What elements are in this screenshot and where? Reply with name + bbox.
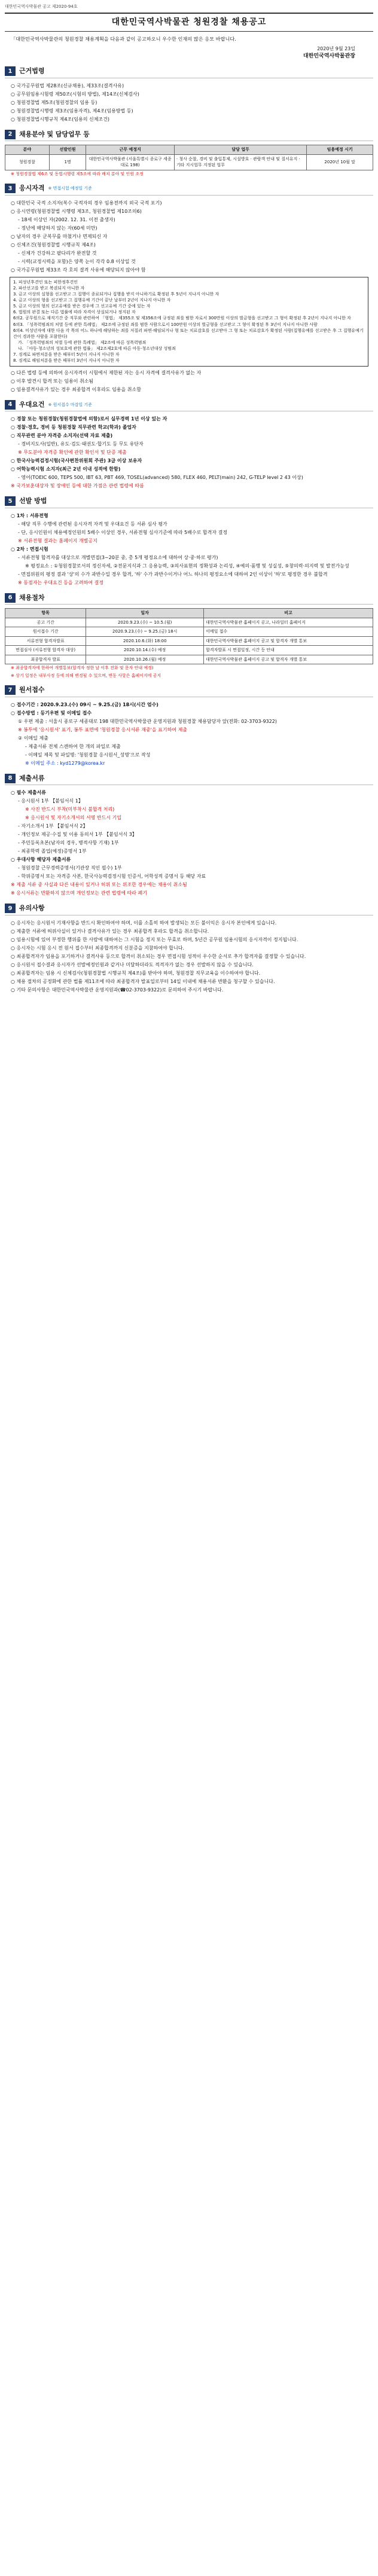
list-item: - 영어(TOEIC 600, TEPS 500, IBT 63, PBT 469, TOSEL(advanced) 580, FLEX 460, PELT(main) 242, G-TELP level 2 43 이상) bbox=[18, 475, 303, 481]
recruitment-field-table bbox=[5, 145, 373, 170]
table-row bbox=[5, 655, 373, 664]
box-item: 6의3. 「성폭력범죄의 처벌 등에 관한 특례법」 제2조에 규정된 죄를 범한 사람으로서 100만원 이상의 벌금형을 선고받고 그 형이 확정된 후 3년이 지나지 아니한 사람 bbox=[13, 322, 318, 327]
list-item: - 정년에 해당하지 않는 자(60세 미만) bbox=[18, 225, 97, 231]
box-item: 나. 「아동·청소년의 성보호에 관한 법률」 제2조제2호에 따른 아동·청소년대상 성범죄 bbox=[18, 346, 176, 352]
table-cell: · 청사 순찰, 경비 및 출입통제, 시설방호 · 관람객 안내 및 질서유지 · 기타 지시업무 지정된 업무 bbox=[174, 154, 306, 170]
table-header-cell: 선발인원 bbox=[49, 145, 86, 155]
table-header-cell: 비고 bbox=[204, 609, 373, 618]
table-header-row bbox=[5, 609, 373, 618]
list-item: ○ 1차 : 서류전형 bbox=[11, 512, 48, 518]
list-item: - 응시원서 1부 【붙임서식 1】 bbox=[18, 798, 83, 804]
box-item: 4. 금고 이상의 형을 선고받고 그 집행유예 기간이 끝난 날부터 2년이 지나지 아니한 자 bbox=[13, 298, 171, 303]
list-item: ○ 임용시험에 있어 부정한 행위를 한 사람에 대하여는 그 시험을 정지 또는 무효로 하며, 5년간 공무원 임용시험의 응시자격이 정지됩니다. bbox=[11, 936, 298, 942]
list-item: - 단, 응시인원이 채용예정인원의 5배수 이상인 경우, 서류전형 심사기준에 따라 5배수로 합격자 결정 bbox=[18, 529, 228, 535]
section-title: 원서접수 bbox=[19, 686, 45, 694]
section-title: 선발 방법 bbox=[19, 497, 47, 505]
list-item: ○ 접수방법 : 등기우편 및 이메일 접수 bbox=[11, 710, 92, 716]
list-item: ① 우편 제출 : 서울시 종로구 세종대로 198 대한민국역사박물관 운영지원과 청원경찰 채용담당자 앞(전화: 02-3703-9322) bbox=[18, 718, 277, 724]
list-item: ※ 제출 서류 중 사실과 다른 내용이 있거나 허위 또는 위조한 경우에는 채용이 취소됨 bbox=[11, 882, 187, 888]
doc-number: 대한민국역사박물관 공고 제2020-94호 bbox=[5, 4, 78, 9]
list-item: ○ 한국사능력검정시험(국사편찬위원회 주관) 3급 이상 보유자 bbox=[11, 458, 142, 464]
list-item: ② 이메일 제출 bbox=[18, 735, 48, 741]
qualification-after-list bbox=[5, 369, 373, 394]
table-cell: 원서접수 기간 bbox=[5, 627, 86, 637]
table-cell: 2020.10.26.(월) 예정 bbox=[86, 655, 204, 664]
list-item: ○ 직무관련 분야 자격증 소지자(선택 자료 제출) bbox=[11, 433, 113, 439]
table-header-cell: 항목 bbox=[5, 609, 86, 618]
box-item: 6의4. 미성년자에 대한 다음 각 목의 어느 하나에 해당하는 죄를 저질러 파면·해임되거나 형 또는 치료감호를 선고받아 그 형 또는 치료감호가 확정된 사람(집행유예를 선고받은 후 그 집행유예기간이 경과한 사람을 포함한다) bbox=[13, 328, 364, 339]
table-cell: 2020.9.23.(수) ~ 10.5.(월) bbox=[86, 618, 204, 627]
section-number: 9 bbox=[5, 904, 16, 913]
section-number: 8 bbox=[5, 774, 16, 783]
table-row bbox=[5, 618, 373, 627]
list-item: ○ 경찰 또는 청원경찰(청원경찰법에 의함)로서 실무경력 1년 이상 있는 자 bbox=[11, 416, 167, 422]
section-title: 우대요건 bbox=[19, 400, 45, 408]
table-row bbox=[5, 154, 373, 170]
table-cell: 공고 기간 bbox=[5, 618, 86, 627]
list-item: ○ 국가공무원법 제28조(신규채용), 제33조(결격사유) bbox=[11, 83, 124, 88]
list-item: ○ 다른 법령 등에 의하여 응시자격이 시험에서 제한된 자는 응시 자격에 결격사유가 없는 자 bbox=[11, 370, 202, 376]
table-cell: 대한민국역사박물관 홈페이지 공고 및 합격자 개별 통보 bbox=[204, 655, 373, 664]
list-item: ○ 대한민국 국적 소지자(복수 국적자의 경우 임용전까지 외국 국적 포기) bbox=[11, 200, 162, 206]
page-title: 대한민국역사박물관 청원경찰 채용공고 bbox=[111, 17, 267, 27]
list-item: ○ 응시원서 접수결과 응시자가 선발예정인원과 같거나 미달하더라도 적격자가 없는 경우 선발하지 않을 수 있습니다. bbox=[11, 962, 254, 967]
box-item: 1. 피성년후견인 또는 피한정후견인 bbox=[13, 279, 78, 285]
list-item: ○ 남자의 경우 군복무를 마쳤거나 면제되신 자 bbox=[11, 233, 108, 239]
list-item: ○ 우대사항 해당자 제출서류 bbox=[11, 857, 71, 863]
section-title: 유의사항 bbox=[19, 904, 45, 912]
section-number: 4 bbox=[5, 400, 16, 410]
documents-list bbox=[5, 789, 373, 898]
table-note: ※ 상기 일정은 내부사정 등에 의해 변경될 수 있으며, 변동 사항은 홈페이지에 공지 bbox=[11, 673, 161, 678]
title-bar bbox=[5, 13, 373, 32]
list-item: - 경비지도사(일반), 유도·검도·태권도·합기도 등 무도 유단자 bbox=[18, 441, 144, 447]
section-legal-basis-header bbox=[5, 66, 373, 78]
list-item: - 서류전형 합격자를 대상으로 개별면접(3~20분 중, 총 5개 평정요소에 대하여 상·중·하로 평가) bbox=[18, 554, 218, 560]
list-item: ○ 응시자는 시험 응시 전 원서 접수부터 최종합격까지 신분증을 지참하여야 합니다. bbox=[11, 945, 184, 951]
list-item[interactable]: ※ 이메일 주소 : kyd1279@korea.kr bbox=[25, 760, 105, 766]
table-cell: 1명 bbox=[49, 154, 86, 170]
section-qualification-header bbox=[5, 184, 373, 196]
section-number: 1 bbox=[5, 66, 16, 76]
list-item: ※ 사진 반드시 부착(미부착시 불합격 처리) bbox=[25, 807, 115, 813]
list-item: ○ 공무원임용시험령 제50조(시험의 방법), 제14조(신체검사) bbox=[11, 91, 139, 97]
list-item: - 학위증명서 또는 자격증 사본, 한국사능력검정시험 인증서, 어학성적 증명서 등 해당 자료 bbox=[18, 874, 206, 880]
list-item: ○ 접수기간 : 2020.9.23.(수) 09시 ~ 9.25.(금) 18시(시간 엄수) bbox=[11, 701, 158, 707]
section-note: ※ 원서접수 마감일 기준 bbox=[48, 402, 92, 407]
list-item: ○ 필수 제출서류 bbox=[11, 790, 46, 796]
list-item: - 이메일 제목 및 파일명: '청원경찰 응시원서_성명'으로 작성 bbox=[25, 752, 151, 758]
table-header-cell: 근무 예정지 bbox=[86, 145, 175, 155]
box-item: 6의2. 공무원으로 재직기간 중 직무와 관련하여 「형법」 제355조 및 제356조에 규정된 죄를 범한 자로서 300만원 이상의 벌금형을 선고받고 그 형이 확정된 후 2년이 지나지 아니한 자 bbox=[13, 316, 351, 321]
table-header-cell: 담당 업무 bbox=[174, 145, 306, 155]
section-number: 7 bbox=[5, 685, 16, 695]
table-cell: 청원경찰 bbox=[5, 154, 50, 170]
section-title: 제출서류 bbox=[19, 774, 45, 782]
box-item: 5. 금고 이상의 형의 선고유예를 받은 경우에 그 선고유예 기간 중에 있는 자 bbox=[13, 304, 151, 309]
table-note: ※ 최종합격자에 한하여 개별통보(합격자 정한 날 이후 전화 및 문자 안내 예정) bbox=[11, 666, 154, 671]
table-note: ※ 청원경찰법 제6조 및 동법시행령 제5조에 따라 배치 분야 및 인원 조정 bbox=[11, 171, 144, 176]
table-cell: 2020.10.6.(화) 18:00 bbox=[86, 636, 204, 646]
section-application-header bbox=[5, 685, 373, 697]
list-item: ○ 어학능력시험 소지자(최근 2년 이내 성적에 한함) bbox=[11, 466, 121, 472]
table-header-cell: 일자 bbox=[86, 609, 204, 618]
list-item: ○ 기타 문의사항은 대한민국역사박물관 운영지원과(☎02-3703-9322)로 문의하여 주시기 바랍니다. bbox=[11, 987, 224, 993]
section-title: 근거법령 bbox=[19, 67, 45, 75]
section-number: 5 bbox=[5, 496, 16, 506]
list-item: - 개인정보 제공·수집 및 이용 동의서 1부 【붙임서식 3】 bbox=[18, 832, 137, 838]
list-item: ○ 임용결격사유가 있는 경우 최종합격 이후라도 임용을 취소함 bbox=[11, 386, 141, 392]
list-item: - 18세 이상인 자(2002. 12. 31. 이전 출생자) bbox=[18, 216, 115, 222]
table-cell: 대한민국역사박물관 (서울특별시 종로구 세종대로 198) bbox=[86, 154, 175, 170]
list-item: ○ 응시연령(청원경찰법 시행령 제3조, 청원경찰법 제10조의6) bbox=[11, 208, 142, 214]
list-item: ○ 경찰·경호, 경비 등 청원경찰 직무관련 학교(학과) 졸업자 bbox=[11, 425, 136, 431]
section-documents-header bbox=[5, 774, 373, 786]
list-item: - 청원경찰 근무경력증명서(기관장 직인 필수) 1부 bbox=[18, 865, 122, 871]
list-item: - 해당 직무 수행에 관련된 응시자격 자격 및 우대요건 등 서류 심사 평가 bbox=[18, 521, 167, 527]
page bbox=[0, 0, 378, 998]
list-item: ○ 제출한 서류에 허위사실이 있거나 결격사유가 있는 경우 최종합격 후라도 합격을 취소합니다. bbox=[11, 928, 209, 934]
list-item: ※ 응시원서 및 자기소개서의 서명 반드시 기입 bbox=[25, 815, 122, 821]
box-item: 가. 「성폭력범죄의 처벌 등에 관한 특례법」 제2조에 따른 성폭력범죄 bbox=[18, 340, 147, 346]
list-item: ○ 채용 절차의 공정화에 관한 법률 제11조에 따라 최종합격자 발표일로부터 14일 이내에 채용서류 반환을 청구할 수 있습니다. bbox=[11, 978, 275, 984]
table-cell: 2020.9.23.(수) ~ 9.25.(금) 18시 bbox=[86, 627, 204, 637]
table-cell: 면접심사 (서류전형 합격자 대상) bbox=[5, 646, 86, 655]
intro-text: 「대한민국역사박물관의 청원경찰 채용계획을 다음과 같이 공고하오니 우수한 인재의 많은 응모 바랍니다. bbox=[11, 35, 236, 42]
list-item: ※ 응시서류는 반환하지 않으며 개인정보는 관련 법령에 따라 폐기 bbox=[11, 890, 147, 896]
preference-list bbox=[5, 415, 373, 490]
list-item: ※ 평정요소 : ①청원경찰로서의 정신자세, ②전문지식과 그 응용능력, ③의사표현의 정확성과 논리성, ④예의·품행 및 성실성, ⑤창의력·의지력 및 발전가능성 bbox=[25, 563, 349, 569]
table-cell: 합격자발표 시 면접일정, 시간 등 안내 bbox=[204, 646, 373, 655]
section-number: 3 bbox=[5, 184, 16, 193]
list-item: ※ 무도분야 자격증 확인에 관한 확인서 및 단증 제출 bbox=[18, 450, 127, 456]
list-item: ○ 2차 : 면접시험 bbox=[11, 546, 48, 552]
table-cell: 대한민국역사박물관 홈페이지 공고, 나라일터 홈페이지 bbox=[204, 618, 373, 627]
selection-method-list bbox=[5, 512, 373, 587]
list-item: ○ 최종합격자가 임용을 포기하거나 결격사유 등으로 합격이 취소되는 경우 면접시험 성적이 우수한 순서로 추가 합격자를 결정할 수 있습니다. bbox=[11, 953, 306, 959]
section-procedure-header bbox=[5, 593, 373, 605]
list-item: - 최종학력 졸업(예정)증명서 1부 bbox=[18, 849, 87, 854]
section-title: 응시자격 bbox=[19, 184, 45, 193]
section-notice-header bbox=[5, 904, 373, 915]
table-row bbox=[5, 627, 373, 637]
list-item: ※ 국가보훈대상자 및 장애인 등에 대한 가점은 관련 법령에 따름 bbox=[11, 483, 144, 489]
box-item: 8. 징계로 해임처분을 받은 때부터 3년이 지나지 아니한 자 bbox=[13, 358, 120, 364]
list-item: - 면접위원의 평정 결과 '상'의 수가 과반수일 경우 합격, '하' 수가 과반수이거나 어느 하나의 평정요소에 대하여 2인 이상이 '하'로 평정한 경우 불합격 bbox=[18, 571, 328, 577]
list-item: ※ 동점자는 우대요건 등을 고려하여 결정 bbox=[18, 579, 104, 585]
list-item: - 자기소개서 1부 【붙임서식 2】 bbox=[18, 823, 88, 829]
organization-name: 대한민국역사박물관장 bbox=[303, 53, 355, 59]
notice-list bbox=[5, 919, 373, 994]
list-item: ○ 신체조건(청원경찰법 시행규칙 제4조) bbox=[11, 242, 96, 248]
table-cell: 2020.10.14.(수) 예정 bbox=[86, 646, 204, 655]
list-item: ○ 응시자는 응시원서 기재사항을 반드시 확인하여야 하며, 이를 소홀히 하여 발생되는 모든 불이익은 응시자 본인에게 있습니다. bbox=[11, 920, 277, 926]
box-item: 6. 법원의 판결 또는 다른 법률에 따라 자격이 상실되거나 정지된 자 bbox=[13, 310, 136, 315]
section-number: 6 bbox=[5, 593, 16, 603]
list-item: - 제출서류 전체 스캔하여 한 개의 파일로 제출 bbox=[25, 743, 121, 749]
table-cell: 최종합격자 발표 bbox=[5, 655, 86, 664]
section-recruitment-field-header bbox=[5, 130, 373, 142]
procedure-table bbox=[5, 608, 373, 664]
list-item: ○ 청원경찰법시행규칙 제4조(임용의 신체조건) bbox=[11, 116, 110, 122]
list-item: ※ 서류전형 결과는 홈페이지 개별공지 bbox=[18, 538, 97, 544]
list-item: ○ 국가공무원법 제33조 각 호의 결격 사유에 해당되지 않아야 함 bbox=[11, 267, 146, 273]
application-list bbox=[5, 701, 373, 768]
list-item: ○ 이후 발견시 합격 또는 임용이 취소됨 bbox=[11, 378, 94, 384]
box-item: 3. 금고 이상의 실형을 선고받고 그 집행이 종료되거나 집행을 받지 아니하기로 확정된 후 5년이 지나지 아니한 자 bbox=[13, 291, 220, 297]
box-item: 7. 징계로 파면처분을 받은 때부터 5년이 지나지 아니한 자 bbox=[13, 352, 120, 358]
table-cell: 2020년 10월 말 bbox=[307, 154, 373, 170]
list-item: ○ 최종합격자는 임용 시 신체검사(청원경찰법 시행규칙 제4조)를 받아야 하며, 청원경찰 직무교육을 이수하여야 합니다. bbox=[11, 970, 261, 976]
qualification-list bbox=[5, 199, 373, 274]
list-item: ○ 청원경찰법 제5조(청원경찰의 임용 등) bbox=[11, 99, 97, 105]
list-item: - 주민등록초본(남자의 경우, 병적사항 기재) 1부 bbox=[18, 840, 119, 846]
section-title: 채용분야 및 담당업무 등 bbox=[19, 130, 90, 138]
box-item: 2. 파산선고를 받고 복권되지 아니한 자 bbox=[13, 285, 85, 291]
section-note: ※ 면접시험 예정일 기준 bbox=[48, 186, 92, 191]
legal-basis-list bbox=[5, 82, 373, 124]
list-item: ○ 청원경찰법시행령 제3조(임용자격), 제4조(임용방법 등) bbox=[11, 108, 133, 114]
list-item: - 신체가 건강하고 팔다리가 완전할 것 bbox=[18, 250, 97, 256]
table-row bbox=[5, 636, 373, 646]
table-cell: 대한민국역사박물관 홈페이지 공고 및 합격자 개별 통보 bbox=[204, 636, 373, 646]
table-header-cell: 임용예정 시기 bbox=[307, 145, 373, 155]
section-title: 채용절차 bbox=[19, 593, 45, 602]
disqualification-box bbox=[10, 277, 368, 367]
section-selection-method-header bbox=[5, 496, 373, 508]
announcement-date: 2020년 9월 23일 bbox=[317, 45, 355, 51]
table-cell: 서류전형 합격자발표 bbox=[5, 636, 86, 646]
section-number: 2 bbox=[5, 130, 16, 139]
table-row bbox=[5, 646, 373, 655]
list-item: - 시력(교정시력을 포함)은 양쪽 눈이 각각 0.8 이상일 것 bbox=[18, 258, 136, 264]
table-header-cell: 분야 bbox=[5, 145, 50, 155]
list-item: ※ 봉투에 '응시원서' 표기, 봉투 표면에 '청원경찰 응시서류 재중'을 표기하여 제출 bbox=[18, 727, 188, 732]
section-preference-header bbox=[5, 400, 373, 412]
table-cell: 이메일 접수 bbox=[204, 627, 373, 637]
table-header-row bbox=[5, 145, 373, 155]
